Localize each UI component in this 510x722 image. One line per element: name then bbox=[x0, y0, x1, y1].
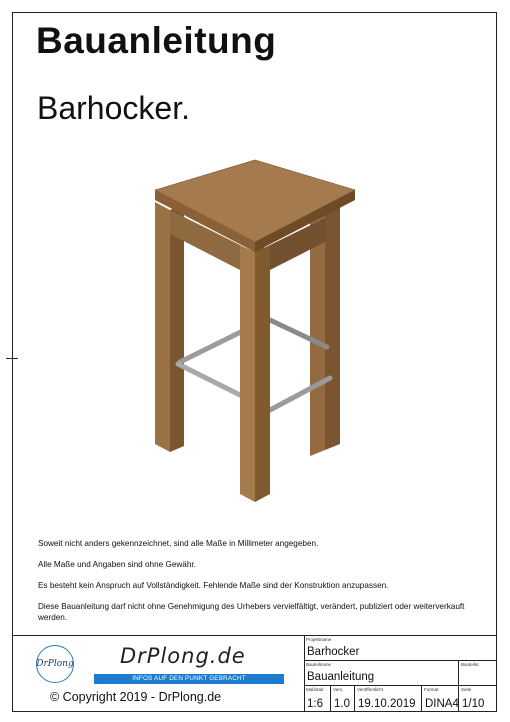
version-cell bbox=[331, 686, 355, 712]
scale-label: Maßstab bbox=[306, 687, 324, 692]
center-mark-vertical bbox=[12, 352, 13, 364]
page-label: Seite bbox=[461, 687, 472, 692]
document-title: Bauanleitung bbox=[36, 20, 277, 61]
stretcher-front bbox=[178, 364, 240, 395]
project-cell bbox=[304, 636, 497, 661]
drplong-logo-icon: DrPlong bbox=[36, 645, 74, 683]
front-leg-right bbox=[255, 245, 270, 502]
format-cell bbox=[422, 686, 459, 712]
part-label: Bauteilname bbox=[306, 662, 332, 667]
copyright-text: © Copyright 2019 - DrPlong.de bbox=[50, 690, 222, 704]
format-label: Format bbox=[424, 687, 439, 692]
partno-cell bbox=[459, 661, 497, 686]
part-value: Bauanleitung bbox=[307, 671, 375, 683]
brand-name: DrPlong.de bbox=[120, 644, 246, 668]
project-value: Barhocker bbox=[307, 646, 360, 658]
left-leg-front bbox=[155, 202, 170, 452]
version-value: 1.0 bbox=[334, 698, 350, 710]
page-cell bbox=[459, 686, 497, 712]
scale-cell bbox=[304, 686, 331, 712]
front-leg-left bbox=[240, 245, 255, 502]
left-leg-side bbox=[170, 204, 184, 452]
document-subtitle: Barhocker. bbox=[37, 90, 190, 126]
note-units: Soweit nicht anders gekennzeichnet, sind alle Maße in Millimeter angegeben. bbox=[38, 539, 319, 548]
published-value: 19.10.2019 bbox=[358, 698, 416, 710]
bar-stool-illustration bbox=[140, 152, 370, 507]
published-label: Veröffentlicht bbox=[357, 687, 383, 692]
note-completeness: Es besteht kein Anspruch auf Vollständigkeit. Fehlende Maße sind der Konstruktion anzupassen. bbox=[38, 581, 389, 590]
partno-label: Bauteilnr. bbox=[461, 662, 480, 667]
note-copyright: Diese Bauanleitung darf nicht ohne Genehmigung des Urhebers vervielfältigt, verändert, publiziert oder weiterverkauft werden. bbox=[38, 602, 465, 622]
brand-tagline: INFOS AUF DEN PUNKT GEBRACHT bbox=[94, 674, 284, 684]
part-cell bbox=[304, 661, 459, 686]
project-label: Projektname bbox=[306, 637, 332, 642]
published-cell bbox=[355, 686, 422, 712]
format-value: DINA4 bbox=[425, 698, 459, 710]
right-leg-front bbox=[325, 196, 340, 450]
page-value: 1/10 bbox=[462, 698, 485, 710]
scale-value: 1:6 bbox=[307, 698, 323, 710]
logo-area bbox=[12, 636, 305, 712]
title-block bbox=[12, 635, 497, 712]
version-label: Vers. bbox=[333, 687, 344, 692]
notes-block bbox=[38, 538, 483, 633]
note-warranty: Alle Maße und Angaben sind ohne Gewähr. bbox=[38, 560, 196, 569]
